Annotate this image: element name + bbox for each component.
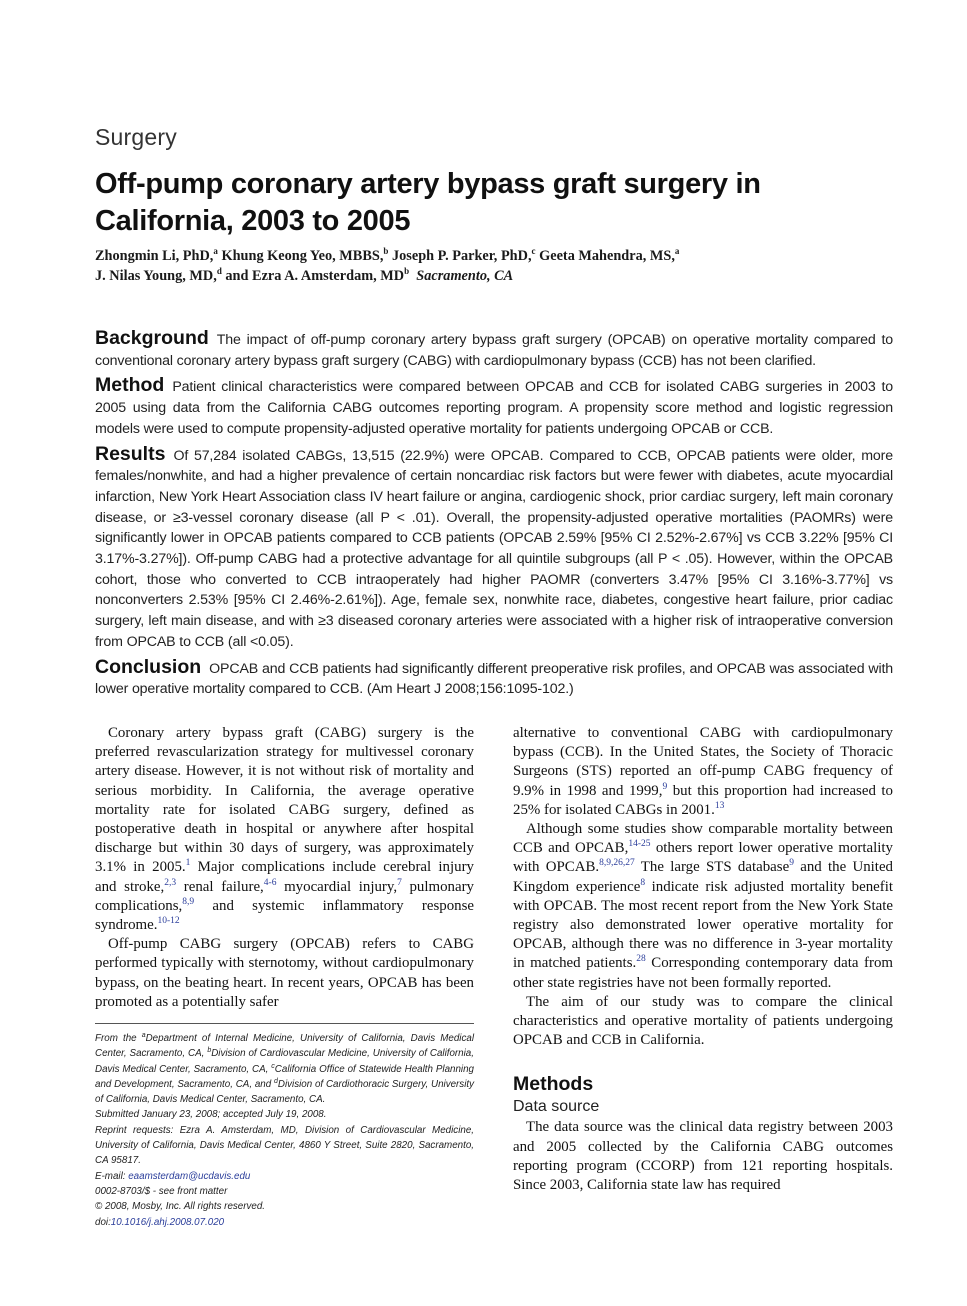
abstract-heading: Conclusion bbox=[95, 655, 202, 678]
body-text: myocardial injury, bbox=[276, 878, 398, 895]
body-text: and systemic inflammatory response syndrome. bbox=[95, 897, 474, 934]
abstract-text: The impact of off-pump coronary artery bypass graft surgery (OPCAB) on operative mortality compared to conventional coronary artery bypass graft surgery (CABG) with cardiopulmonary bypass (CCB) has not been clarified. bbox=[95, 332, 893, 369]
body-paragraph bbox=[513, 820, 893, 993]
body-text: alternative to conventional CABG with cardiopulmonary bypass (CCB). In the United States, the Society of Thoracic Surgeons (STS) reported an off-pump CABG frequency of 9.9% in 1998 and 1999, bbox=[513, 725, 893, 799]
affiliation-marker: a bbox=[674, 246, 680, 256]
body-paragraph bbox=[513, 724, 893, 820]
data-source-subheading: Data source bbox=[513, 1098, 600, 1116]
author-name: Khung Keong Yeo, MBBS, bbox=[217, 248, 384, 264]
author-name: Geeta Mahendra, MS, bbox=[535, 248, 675, 264]
doi-link[interactable]: 10.1016/j.ahj.2008.07.020 bbox=[110, 1216, 225, 1228]
doi-line bbox=[95, 1215, 474, 1230]
citation-link[interactable]: 2,3 bbox=[164, 877, 177, 888]
email-link[interactable]: eaamsterdam@ucdavis.edu bbox=[128, 1170, 251, 1182]
author-name: Zhongmin Li, PhD, bbox=[95, 248, 214, 264]
body-column-left bbox=[95, 724, 474, 1012]
body-column-right bbox=[513, 724, 893, 1195]
author-name: and Ezra A. Amsterdam, MD bbox=[221, 268, 405, 284]
footnote-text: California Office of Statewide Health Planning and Development, Sacramento, CA, and bbox=[95, 1063, 474, 1090]
abstract-text: OPCAB and CCB patients had significantly different preoperative risk profiles, and OPCAB was associated with lower operative mortality compared to CCB. (Am Heart J 2008;156:1095-102.) bbox=[95, 660, 893, 698]
body-text: and the United Kingdom experience bbox=[513, 859, 894, 895]
methods-heading: Methods bbox=[513, 1073, 594, 1096]
body-text: renal failure, bbox=[176, 878, 264, 895]
abstract-background bbox=[95, 328, 893, 371]
submission-dates: Submitted January 23, 2008; accepted July 19, 2008. bbox=[95, 1109, 327, 1121]
abstract-heading: Method bbox=[95, 374, 165, 397]
citation-link[interactable]: 7 bbox=[397, 877, 402, 888]
body-text: pulmonary complications, bbox=[95, 878, 474, 914]
footnotes bbox=[95, 1031, 474, 1230]
body-text: Major complications include cerebral injury and stroke, bbox=[95, 859, 474, 895]
body-text: The large STS database bbox=[634, 859, 790, 876]
email-line bbox=[95, 1169, 474, 1184]
author-name: J. Nilas Young, MD, bbox=[95, 268, 217, 284]
footnote-text: Department of Internal Medicine, University of California, Davis Medical Center, Sacramento, CA, bbox=[95, 1033, 474, 1060]
body-paragraph: The aim of our study was to compare the clinical characteristics and operative mortality of patients undergoing OPCAB and CCB in California. bbox=[513, 993, 893, 1049]
citation-link[interactable]: 8,9 bbox=[182, 896, 195, 907]
citation-link[interactable]: 8,9,26,27 bbox=[599, 858, 635, 869]
doi-label: doi: bbox=[95, 1216, 111, 1228]
body-paragraph bbox=[95, 724, 474, 935]
footnote-text: From the bbox=[95, 1033, 142, 1044]
author-name: Joseph P. Parker, PhD, bbox=[388, 248, 532, 264]
author-list bbox=[95, 246, 895, 286]
affiliation-marker: c bbox=[531, 246, 536, 256]
section-label: Surgery bbox=[95, 124, 177, 150]
abstract-conclusion bbox=[95, 657, 893, 700]
affiliation-marker: d bbox=[273, 1077, 278, 1085]
affiliation-marker: b bbox=[404, 266, 410, 276]
citation-link[interactable]: 9 bbox=[789, 858, 794, 869]
citation-link[interactable]: 28 bbox=[636, 954, 646, 965]
affiliation-marker: b bbox=[207, 1047, 212, 1055]
copyright-line: © 2008, Mosby, Inc. All rights reserved. bbox=[95, 1201, 266, 1213]
citation-link[interactable]: 10-12 bbox=[157, 916, 180, 927]
body-paragraph: Off-pump CABG surgery (OPCAB) refers to CABG performed typically with sternotomy, without cardiopulmonary bypass, on the beating heart. In recent years, OPCAB has been promoted as a potentially safer bbox=[95, 936, 474, 1010]
footnote-divider bbox=[95, 1023, 474, 1024]
citation-link[interactable]: 14-25 bbox=[628, 839, 651, 850]
body-text: Although some studies show comparable mortality between CCB and OPCAB, bbox=[513, 821, 893, 857]
affiliation-marker: d bbox=[216, 266, 222, 276]
citation-link[interactable]: 13 bbox=[714, 800, 725, 811]
citation-link[interactable]: 8 bbox=[640, 877, 646, 888]
citation-link[interactable]: 4-6 bbox=[263, 877, 277, 888]
abstract-text: Patient clinical characteristics were compared between OPCAB and CCB for isolated CABG surgeries in 2003 to 2005 using data from the California CABG outcomes reporting program. A propensity score method and logistic regression models were used to compute propensity-adjusted operative mortality for patients undergoing OPCAB or CCB. bbox=[95, 379, 893, 437]
affiliation-marker: b bbox=[383, 246, 389, 256]
reprint-requests: Reprint requests: Ezra A. Amsterdam, MD, Division of Cardiovascular Medicine, University of California, Davis Medical Center, 4860 Y Street, Suite 2820, Sacramento, CA 95817. bbox=[95, 1124, 474, 1167]
email-label: E-mail: bbox=[95, 1170, 129, 1182]
abstract-heading: Background bbox=[95, 327, 209, 349]
abstract-method bbox=[95, 375, 893, 439]
article-title: Off-pump coronary artery bypass graft surgery in California, 2003 to 2005 bbox=[95, 168, 761, 237]
affiliation-marker: a bbox=[141, 1032, 146, 1039]
body-text: indicate risk adjusted mortality benefit with OPCAB. The most recent report from the New York State registry also demonstrated lower operative mortality for OPCAB, although there was no difference in 3-year mortality in matched patients. bbox=[513, 878, 893, 972]
abstract bbox=[95, 328, 893, 704]
abstract-results bbox=[95, 444, 893, 653]
abstract-text: Of 57,284 isolated CABGs, 13,515 (22.9%) were OPCAB. Compared to CCB, OPCAB patients were older, more females/nonwhite, and had a higher prevalence of certain noncardiac risk factors but were fewer with diabetes, acute myocardial infarction, New York Heart Association class IV heart failure or angina, cardiogenic shock, prior cardiac surgery, left main coronary disease, or ≥3-vessel coronary disease (all P < .01). Overall, the propensity-adjusted operative mortalities (PAOMRs) were significantly lower in OPCAB patients compared to CCB patients (OPCAB 2.59% [95% CI 2.52%-2.67%] vs CCB 3.22% [95% CI 3.17%-3.27%]). Off-pump CABG had a protective advantage for all quintile subgroups (all P < .05). However, within the OPCAB cohort, those who converted to CCB intraoperately had higher PAOMR (converters 3.47% [95% CI 3.16%-3.77%] vs nonconverters 2.53% [95% CI 2.46%-2.61%]). Age, female sex, nonwhite race, diabetes, congestive heart failure, prior cadiac surgery, left main disease, and with ≥3 diseased coronary arteries were associated with a higher risk of intraoperative conversion from OPCAB to CCB (all <0.05). bbox=[95, 447, 893, 650]
footnote-text: Division of Cardiothoracic Surgery, University of California, Davis Medical Center, Sacramento, CA. bbox=[95, 1078, 474, 1106]
abstract-heading: Results bbox=[95, 442, 166, 465]
body-text: Corresponding contemporary data from other state registries have not been formally reported. bbox=[513, 955, 893, 991]
body-paragraph: The data source was the clinical data registry between 2003 and 2005 collected by the California CABG outcomes reporting program (CCORP) from 121 reporting hospitals. Since 2003, California state law has required bbox=[513, 1119, 893, 1194]
footnote-text: Division of Cardiovascular Medicine, University of California, Davis Medical Center, Sacramento, CA, bbox=[95, 1048, 474, 1075]
citation-link[interactable]: 1 bbox=[185, 858, 191, 869]
issn-line: 0002-8703/$ - see front matter bbox=[95, 1185, 228, 1197]
author-location: Sacramento, CA bbox=[416, 268, 514, 284]
body-text: but this proportion had increased to 25% for isolated CABGs in 2001. bbox=[513, 782, 893, 818]
citation-link[interactable]: 9 bbox=[662, 781, 668, 792]
affiliations-note bbox=[95, 1031, 474, 1107]
body-text: Coronary artery bypass graft (CABG) surgery is the preferred revascularization strategy for multivessel coronary artery disease. However, it is not without risk of mortality and serious morbidity. In California, the average operative mortality rate for isolated CABG surgery, defined as postoperative death in hospital or anywhere after hospital discharge but within 30 days of surgery, was approximately 3.1% in 2005. bbox=[95, 725, 474, 876]
affiliation-marker: c bbox=[271, 1062, 275, 1070]
affiliation-marker: a bbox=[213, 246, 218, 256]
body-text: others report lower operative mortality with OPCAB. bbox=[513, 840, 893, 876]
